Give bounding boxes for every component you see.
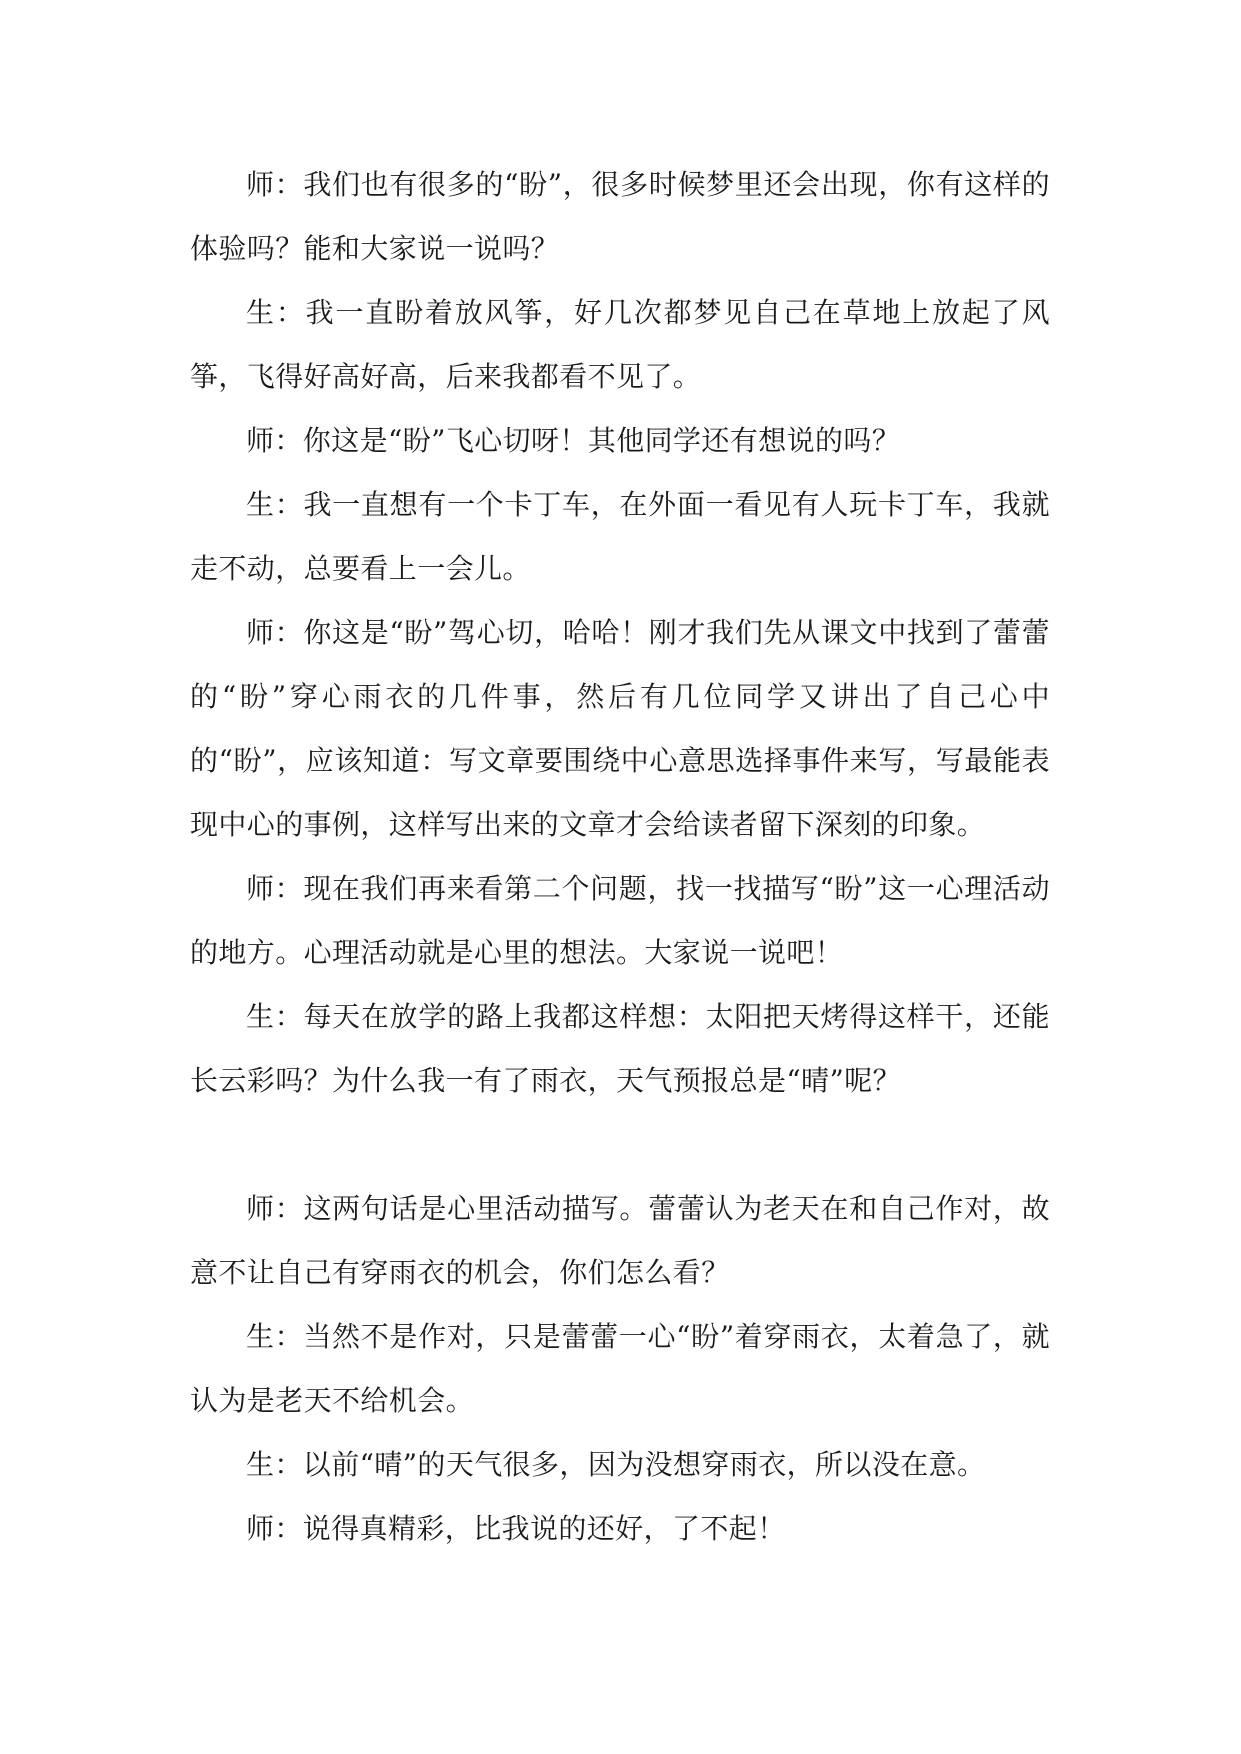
- dialogue-paragraph-8: 师：这两句话是心里活动描写。蕾蕾认为老天在和自己作对，故意不让自己有穿雨衣的机会，你们怎么看？: [190, 1192, 1050, 1289]
- dialogue-paragraph-10: 生：以前“晴”的天气很多，因为没想穿雨衣，所以没在意。: [246, 1448, 986, 1481]
- dialogue-paragraph-4: 生：我一直想有一个卡丁车，在外面一看见有人玩卡丁车，我就走不动，总要看上一会儿。: [190, 488, 1050, 585]
- dialogue-paragraph-6: 师：现在我们再来看第二个问题，找一找描写“盼”这一心理活动的地方。心理活动就是心里的想法。大家说一说吧！: [190, 872, 1050, 969]
- document-body: [190, 153, 1050, 1561]
- dialogue-paragraph-11: 师：说得真精彩，比我说的还好，了不起！: [246, 1512, 786, 1545]
- dialogue-paragraph-7: 生：每天在放学的路上我都这样想：太阳把天烤得这样干，还能长云彩吗？为什么我一有了雨衣，天气预报总是“晴”呢？: [190, 1000, 1050, 1097]
- dialogue-paragraph-3: 师：你这是“盼”飞心切呀！其他同学还有想说的吗？: [246, 424, 901, 457]
- dialogue-paragraph-9: 生：当然不是作对，只是蕾蕾一心“盼”着穿雨衣，太着急了，就认为是老天不给机会。: [190, 1320, 1050, 1417]
- dialogue-paragraph-1: 师：我们也有很多的“盼”，很多时候梦里还会出现，你有这样的体验吗？能和大家说一说吗？: [190, 168, 1050, 265]
- dialogue-paragraph-2: 生：我一直盼着放风筝，好几次都梦见自己在草地上放起了风筝，飞得好高好高，后来我都看不见了。: [190, 296, 1050, 393]
- dialogue-paragraph-5: 师：你这是“盼”驾心切，哈哈！刚才我们先从课文中找到了蕾蕾的“盼”穿心雨衣的几件事，然后有几位同学又讲出了自己心中的“盼”，应该知道：写文章要围绕中心意思选择事件来写，写最能表现中心的事例，这样写出来的文章才会给读者留下深刻的印象。: [190, 616, 1050, 841]
